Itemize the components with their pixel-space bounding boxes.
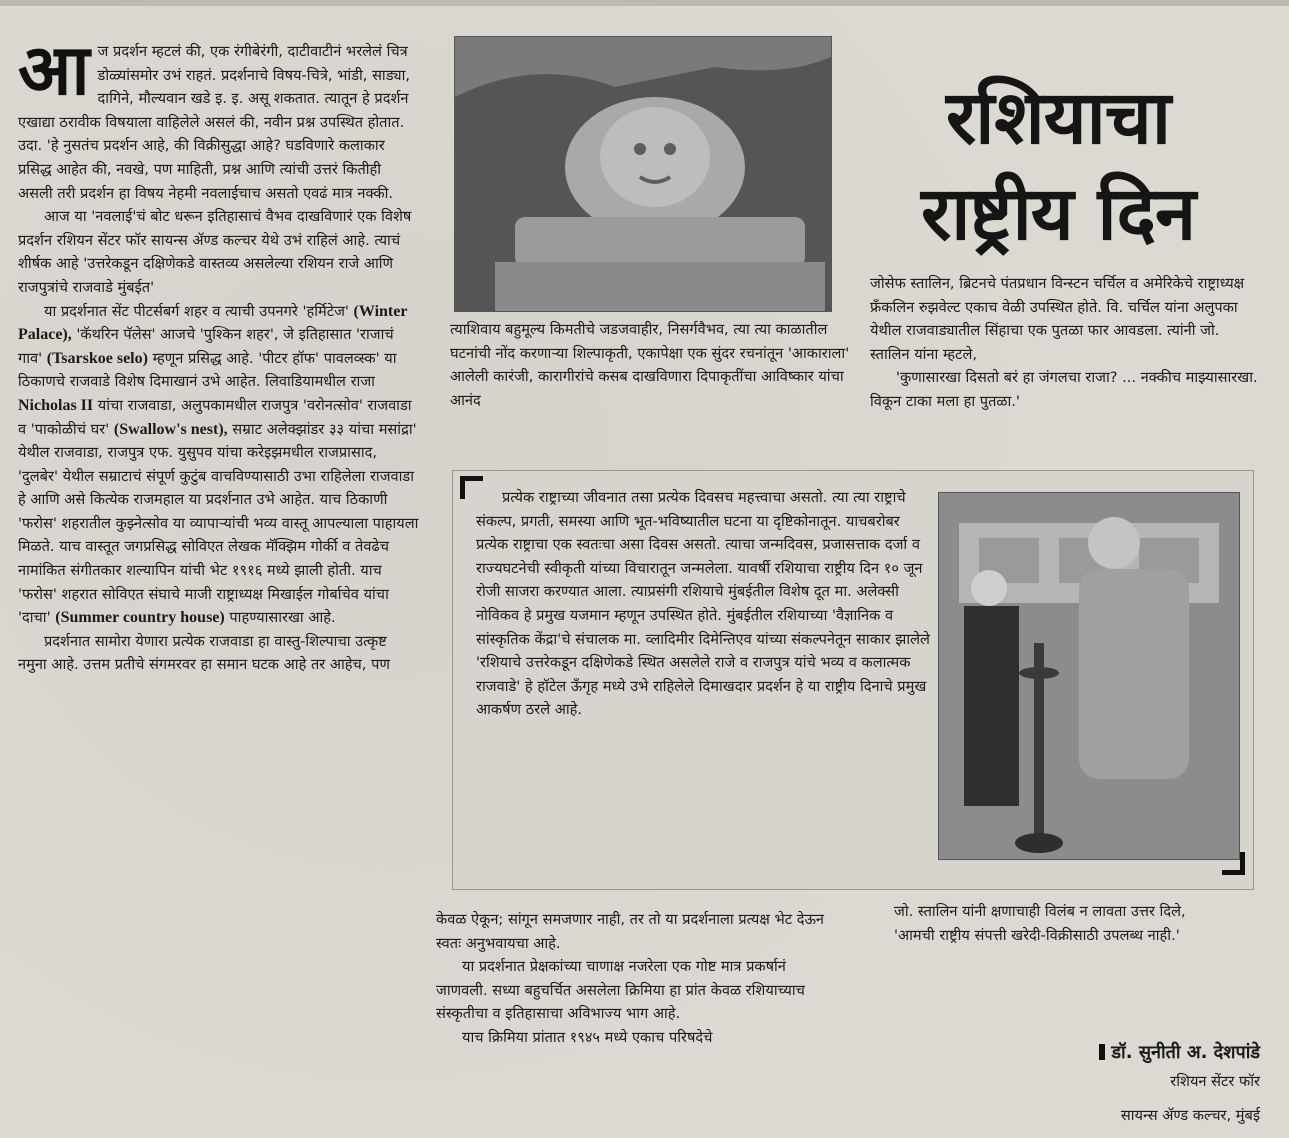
middle-bottom-paragraph-1: केवळ ऐकून; सांगून समजणार नाही, तर तो या प्रदर्शनाला प्रत्यक्ष भेट देऊन स्वतः अनुभवायचा आहे. bbox=[436, 911, 825, 952]
para3-latin-3: Nicholas II bbox=[18, 396, 94, 414]
headline bbox=[848, 70, 1268, 262]
page-top-edge bbox=[0, 0, 1289, 6]
lead-paragraph bbox=[18, 29, 420, 205]
paragraph-2: आज या 'नवलाई'चं बोट धरून इतिहासाचं वैभव दाखविणारं एक विशेष प्रदर्शन रशियन सेंटर फॉर सायन्स ॲण्ड कल्चर येथे उभं राहिलं आहे. त्याचं शीर्षक आहे 'उत्तरेकडून दक्षिणेकडे वास्तव्य असलेल्या रशियन राजे आणि राजपुत्रांचे राजवाडे मुंबईत' bbox=[18, 208, 412, 296]
para3-part-b: 'कॅथरिन पॅलेस' आजचे 'पुश्किन शहर', जे इतिहासात 'राजाचं गाव' bbox=[18, 326, 394, 367]
para3-latin-5: (Summer country house) bbox=[55, 609, 225, 627]
middle-column-top bbox=[450, 318, 850, 412]
dropcap: आ bbox=[18, 29, 90, 111]
feature-paragraph: प्रत्येक राष्ट्राच्या जीवनात तसा प्रत्येक दिवसच महत्त्वाचा असतो. त्या त्या राष्ट्राचे संकल्प, प्रगती, समस्या आणि भूत-भविष्यातील घटना या दृष्टिकोनातून. याचबरोबर प्रत्येक राष्ट्राचा एक स्वतःचा असा दिवस असतो. त्याचा जन्मदिवस, प्रजासत्ताक दर्जा व राज्यघटनेची स्वीकृती यांच्या विचारातून जन्मलेला. यावर्षी रशियाचा राष्ट्रीय दिन १० जून रोजी साजरा करण्यात आला. त्याप्रसंगी रशियाचे मुंबईतील विशेष दूत मा. अलेक्सी नोविकव हे प्रमुख यजमान म्हणून उपस्थित होते. मुंबईतील रशियाच्या 'वैज्ञानिक व सांस्कृतिक केंद्रा'चे संचालक मा. व्लादिमीर दिमेन्तिएव यांच्या संकल्पनेतून साकार झालेले 'रशियाचे उत्तरेकडून दक्षिणेकडे स्थित असलेले राजे व राजपुत्र यांचे भव्य व कलात्मक राजवाडे' हे हॉटेल ऊँगृह मध्ये उभे राहिलेले दिमाखदार प्रदर्शन हे या राष्ट्रीय दिनाचे प्रमुख आकर्षण ठरले आहे. bbox=[476, 489, 930, 719]
para3-latin-1: (Winter Palace), bbox=[18, 302, 408, 344]
lion-statue-icon bbox=[455, 37, 831, 311]
middle-bottom-paragraph-3: याच क्रिमिया प्रांतात १९४५ मध्ये एकाच परिषदेचे bbox=[462, 1028, 713, 1046]
para3-latin-2: (Tsarskoe selo) bbox=[46, 349, 148, 367]
paragraph-4: प्रदर्शनात सामोरा येणारा प्रत्येक राजवाडा हा वास्तु-शिल्पाचा उत्कृष्ट नमुना आहे. उत्तम प्रतीचे संगमरवर हा समान घटक आहे तर आहेच, पण bbox=[18, 632, 390, 674]
byline bbox=[1010, 1040, 1260, 1066]
middle-top-paragraph: त्याशिवाय बहुमूल्य किमतीचे जडजवाहीर, निसर्गवैभव, त्या त्या काळातील घटनांची नोंद करणाऱ्या शिल्पाकृती, एकापेक्षा एक सुंदर रचनांतून 'आकाराला' आलेली कारंजी, कारागीरांचे कसब दाखविणारा दिपाकृतींचा आविष्कार यांचा आनंद bbox=[450, 321, 850, 409]
middle-bottom-paragraph-2: या प्रदर्शनात प्रेक्षकांच्या चाणाक्ष नजरेला एक गोष्ट मात्र प्रकर्षानं जाणवली. सध्या बहुचर्चित असलेला क्रिमिया हा प्रांत केवळ रशियाच्याच संस्कृतीचा व इतिहासाचा अविभाज्य भाग आहे. bbox=[436, 958, 805, 1023]
para3-part-f: पाहण्यासारखा आहे. bbox=[229, 609, 336, 627]
right-bottom-paragraph-2: 'आमची राष्ट्रीय संपत्ती खरेदी-विक्रीसाठी उपलब्ध नाही.' bbox=[894, 926, 1180, 944]
para3-part-d: यांचा राजवाडा, अलुपकामधील राजपुत्र 'वरोनत्सोव' राजवाडा व 'पाकोळीचं घर' bbox=[18, 396, 412, 438]
byline-bar bbox=[1099, 1044, 1105, 1060]
para3-part-a: या प्रदर्शनात सेंट पीटर्सबर्ग शहर व त्याची उपनगरे 'हर्मिटेज' bbox=[44, 302, 349, 320]
byline-affiliation-2: सायन्स ॲण्ड कल्चर, मुंबई bbox=[1120, 1107, 1260, 1124]
lamp-lighting-icon bbox=[939, 493, 1239, 859]
headline-line-1: रशियाचा bbox=[946, 75, 1170, 161]
headline-line-2: राष्ट्रीय दिन bbox=[920, 171, 1196, 257]
right-top-paragraph-2: 'कुणासारखा दिसतो बरं हा जंगलचा राजा? ... नक्कीच माझ्यासारखा. विकून टाका मला हा पुतळा.' bbox=[870, 369, 1258, 410]
byline-affiliation-1: रशियन सेंटर फॉर bbox=[1170, 1073, 1260, 1090]
right-column-top bbox=[870, 272, 1262, 414]
lion-statue-photo bbox=[454, 36, 832, 312]
middle-column-bottom bbox=[436, 908, 836, 1050]
para3-part-c: म्हणून प्रसिद्ध आहे. 'पीटर हॉफ' पावलव्स्क' या ठिकाणचे राजवाडे विशेष दिमाखानं उभे आहेत. लिवाडियामधील राजा bbox=[18, 349, 397, 391]
para3-latin-4: (Swallow's nest), bbox=[113, 420, 228, 438]
para3-part-e: सम्राट अलेक्झांडर ३३ यांचा मसांद्रा' येथील राजवाडा, राजपुत्र एफ. युसुपव यांचा करेइझमधील राजप्रासाद, 'दुलबेर' येथील सम्राटाचं संपूर्ण कुटुंब वाचविण्यासाठी उभा राहिलेला राजवाडा हे आणि असे कित्येक राजमहाल या प्रदर्शनात उभे आहेत. याच ठिकाणी 'फरोस' शहरातील कुझ्नेत्सोव या व्यापाऱ्यांची भव्य वास्तू आपल्याला पाहायला मिळते. याच वास्तूत जगप्रसिद्ध सोविएत लेखक मॅक्झिम गोर्की व तेवढेच नामांकित संगीतकार शल्यापिन यांची भेट १९१६ मध्ये झाली होती. याच 'फरोस' शहरात सोविएत संघाचे माजी राष्ट्राध्यक्ष मिखाईल गोर्बाचेव यांचा 'दाचा' bbox=[18, 420, 419, 627]
right-bottom-paragraph-1: जो. स्तालिन यांनी क्षणाचाही विलंब न लावता उत्तर दिले, bbox=[894, 903, 1186, 920]
right-top-paragraph-1: जोसेफ स्तालिन, ब्रिटनचे पंतप्रधान विन्स्टन चर्चिल व अमेरिकेचे राष्ट्राध्यक्ष फ्रँकलिन रुझवेल्ट एकाच वेळी उपस्थित होते. वि. चर्चिल यांना अलुपका येथील राजवाड्यातील सिंहाचा एक पुतळा फार आवडला. त्यांनी जो. स्तालिन यांना म्हटले, bbox=[870, 275, 1245, 363]
feature-box-text bbox=[476, 486, 932, 722]
left-column bbox=[18, 29, 420, 677]
lead-text: ज प्रदर्शन म्हटलं की, एक रंगीबेरंगी, दाटीवाटीनं भरलेलं चित्र डोळ्यांसमोर उभं राहतं. प्रदर्शनाचे विषय-चित्रे, भांडी, साड्या, दागिने, मौल्यवान खडे इ. इ. असू शकतात. त्यातून हे प्रदर्शन एखाद्या ठरावीक विषयाला वाहिलेले असलं की, नवीन प्रश्न उपस्थित होतात. उदा. 'हे नुसतंच प्रदर्शन आहे, की विक्रीसुद्धा आहे? घडविणारे कलाकार प्रसिद्ध आहेत की, नवखे, पण माहिती, प्रश्न आणि त्यांची उत्तरं कितीही असली तरी प्रदर्शन हा विषय नेहमी नवलाईचाच असतो एवढं मात्र नक्की. bbox=[18, 43, 410, 202]
right-column-bottom bbox=[868, 900, 1260, 947]
paragraph-3 bbox=[18, 300, 420, 630]
lamp-lighting-photo bbox=[938, 492, 1240, 860]
byline-author: डॉ. सुनीती अ. देशपांडे bbox=[1111, 1042, 1260, 1063]
